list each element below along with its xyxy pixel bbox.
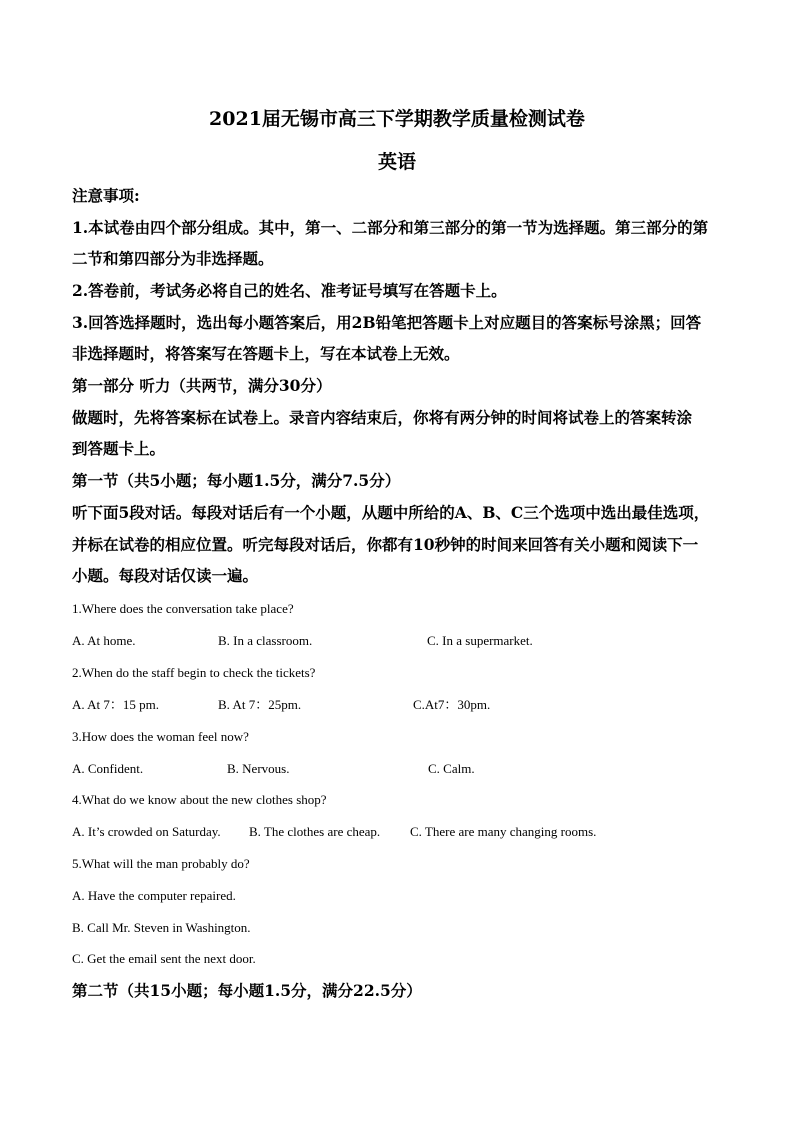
question-option: A. Have the computer repaired. <box>72 888 236 903</box>
section1-instruction: 小题。每段对话仅读一遍。 <box>72 566 259 585</box>
section2-heading: 第二节（共15小题；每小题1.5分，满分22.5分） <box>72 981 422 1000</box>
question-option: B. Call Mr. Steven in Washington. <box>72 920 251 935</box>
section1-instruction: 听下面5段对话。每段对话后有一个小题，从题中所给的A、B、C三个选项中选出最佳选项， <box>72 503 710 522</box>
note-line: 1.本试卷由四个部分组成。其中，第一、二部分和第三部分的第一节为选择题。第三部分的第 <box>72 218 709 237</box>
question-option: B. At 7：25pm. <box>218 697 302 712</box>
question-option: A. It’s crowded on Saturday. <box>72 824 221 839</box>
question-stem: 3.How does the woman feel now? <box>72 729 249 744</box>
question-option: C. Get the email sent the next door. <box>72 951 256 966</box>
question-stem: 4.What do we know about the new clothes shop? <box>72 792 327 807</box>
question-option: B. In a classroom. <box>218 633 313 648</box>
subject-title: 英语 <box>377 151 416 173</box>
part1-instruction: 到答题卡上。 <box>72 439 166 458</box>
question-option: C. Calm. <box>428 761 475 776</box>
question-option: C.At7：30pm. <box>413 697 491 712</box>
notes-heading: 注意事项: <box>72 186 140 205</box>
question-option: A. Confident. <box>72 761 144 776</box>
note-line: 二节和第四部分为非选择题。 <box>72 249 274 268</box>
note-line: 2.答卷前，考试务必将自己的姓名、准考证号填写在答题卡上。 <box>72 281 507 300</box>
exam-title: 2021届无锡市高三下学期教学质量检测试卷 <box>209 108 585 130</box>
question-option: B. Nervous. <box>227 761 290 776</box>
note-line: 3.回答选择题时，选出每小题答案后，用2B铅笔把答题卡上对应题目的答案标号涂黑；回答 <box>72 313 702 332</box>
question-option: C. In a supermarket. <box>427 633 533 648</box>
part1-instruction: 做题时，先将答案标在试卷上。录音内容结束后，你将有两分钟的时间将试卷上的答案转涂 <box>72 408 693 427</box>
question-stem: 5.What will the man probably do? <box>72 856 250 871</box>
note-line: 非选择题时，将答案写在答题卡上，写在本试卷上无效。 <box>72 344 460 363</box>
question-option: A. At 7：15 pm. <box>72 697 160 712</box>
section1-instruction: 并标在试卷的相应位置。听完每段对话后，你都有10秒钟的时间来回答有关小题和阅读下一 <box>72 535 699 554</box>
question-option: C. There are many changing rooms. <box>410 824 597 839</box>
part1-heading: 第一部分 听力（共两节，满分30分） <box>72 376 332 395</box>
question-stem: 1.Where does the conversation take place? <box>72 601 294 616</box>
question-option: B. The clothes are cheap. <box>249 824 381 839</box>
section1-heading: 第一节（共5小题；每小题1.5分，满分7.5分） <box>72 471 401 490</box>
question-option: A. At home. <box>72 633 136 648</box>
question-stem: 2.When do the staff begin to check the tickets? <box>72 665 316 680</box>
